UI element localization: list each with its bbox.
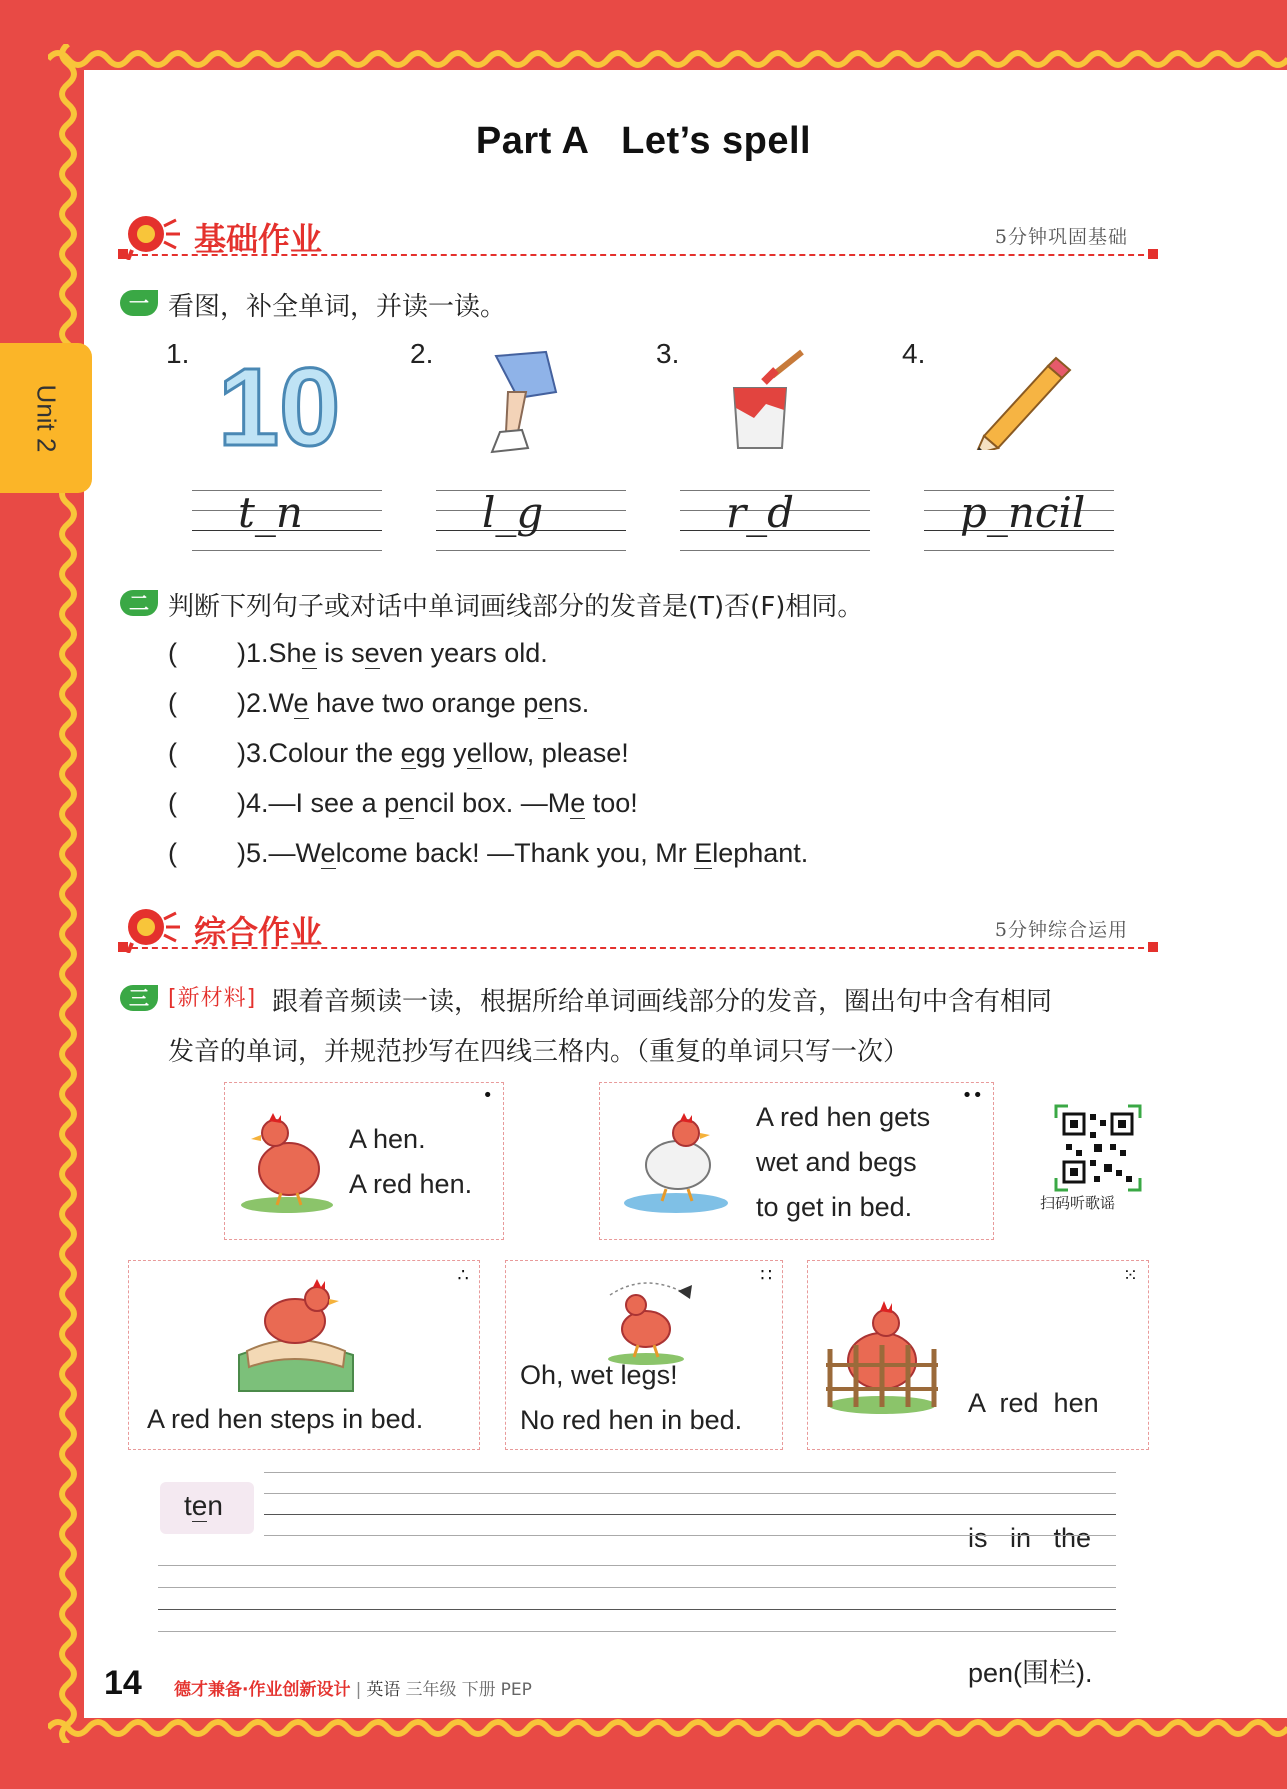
footer-info: 德才兼备·作业创新设计 | 英语 三年级 下册 PEP [174,1680,532,1700]
unit-tab-label: Unit 2 [31,384,62,452]
wet-legs-hen-image [596,1273,706,1365]
paint-bucket-image [722,348,812,458]
answer-blank[interactable]: ( ) [168,638,246,668]
section-header-comprehensive [118,903,1158,953]
chant-text: A red hen is in the pen(围栏). [968,1388,1099,1688]
chant-card [224,1082,504,1240]
section-hint: 5分钟巩固基础 [994,226,1128,248]
chant-card [128,1260,480,1450]
new-material-tag: [新材料] [168,986,257,1011]
footer-brand: 德才兼备·作业创新设计 [174,1680,351,1700]
judge-item: ( )2.We have two orange pens. [168,688,590,718]
answer-blank[interactable]: ( ) [168,738,246,768]
judge-item: ( )1.She is seven years old. [168,638,548,668]
chant-card [599,1082,994,1240]
pencil-image [966,350,1076,450]
chant-card [807,1260,1149,1688]
page-title: Part A Let’s spell [475,120,812,162]
wavy-border-left [48,44,88,1743]
section-header-basic [118,210,1158,260]
answer-word: l_g [482,488,544,537]
svg-text:10: 10 [218,350,341,455]
answer-blank[interactable]: ( ) [168,838,246,868]
item-number: 4. [902,338,926,369]
answer-word: p_ncil [960,488,1086,537]
answer-word: t_n [238,488,303,537]
example-word-box [160,1482,254,1534]
megaphone-icon [122,903,186,953]
dot-marker: ∴ [457,1265,469,1286]
chant-text: Oh, wet legs! No red hen in bed. [520,1360,743,1435]
chant-text: A red hen gets wet and begs to get in bed. [756,1102,931,1222]
section-divider [122,254,1154,256]
qr-caption: 扫码听歌谣 [1040,1194,1116,1212]
question-instruction-cont: 发音的单词，并规范抄写在四线三格内。（重复的单词只写一次） [168,1037,910,1067]
leg-image [488,348,568,458]
item-number: 3. [656,338,680,369]
writing-grid [924,490,1114,552]
judge-item: ( )5.—Welcome back! —Thank you, Mr Elephant. [168,838,809,868]
section-hint: 5分钟综合运用 [994,919,1128,941]
section-label: 基础作业 [194,220,323,258]
question-instruction: 跟着音频读一读，根据所给单词画线部分的发音，圈出句中含有相同 [272,987,1053,1017]
answer-word: r_d [726,488,794,537]
megaphone-icon [122,210,186,260]
judge-item: ( )3.Colour the egg yellow, please! [168,738,629,768]
item-number: 1. [166,338,190,369]
chant-text: A hen. A red hen. [349,1124,473,1199]
section-divider [122,947,1154,949]
red-hen-image [237,1105,337,1213]
writing-grid [436,490,626,552]
example-word: ten [184,1490,223,1521]
question-instruction: 判断下列句子或对话中单词画线部分的发音是(T)否(F)相同。 [168,592,864,622]
hen-in-pen-image [824,1295,940,1415]
chant-card [505,1260,783,1450]
question-badge: 三 [120,985,158,1011]
section-label: 综合作业 [194,913,323,951]
item-number: 2. [410,338,434,369]
wet-hen-image [616,1105,736,1215]
qr-code-image[interactable] [1054,1104,1142,1192]
writing-grid [680,490,870,552]
dot-marker: •• [961,1085,983,1106]
dot-marker: • [482,1085,493,1106]
judge-item: ( )4.—I see a pencil box. —Me too! [168,788,638,818]
chant-text: A red hen steps in bed. [147,1404,424,1434]
number-ten-image [218,350,348,455]
dot-marker: ∷ [760,1265,772,1286]
question-instruction: 看图，补全单词，并读一读。 [168,292,507,322]
answer-blank[interactable]: ( ) [168,688,246,718]
page-number: 14 [104,1664,142,1702]
question-badge: 一 [120,290,158,316]
writing-grid [192,490,382,552]
hen-in-bed-image [233,1275,359,1393]
unit-tab [0,343,92,493]
answer-blank[interactable]: ( ) [168,788,246,818]
dot-marker: ⁙ [1122,1265,1138,1286]
question-badge: 二 [120,590,158,616]
